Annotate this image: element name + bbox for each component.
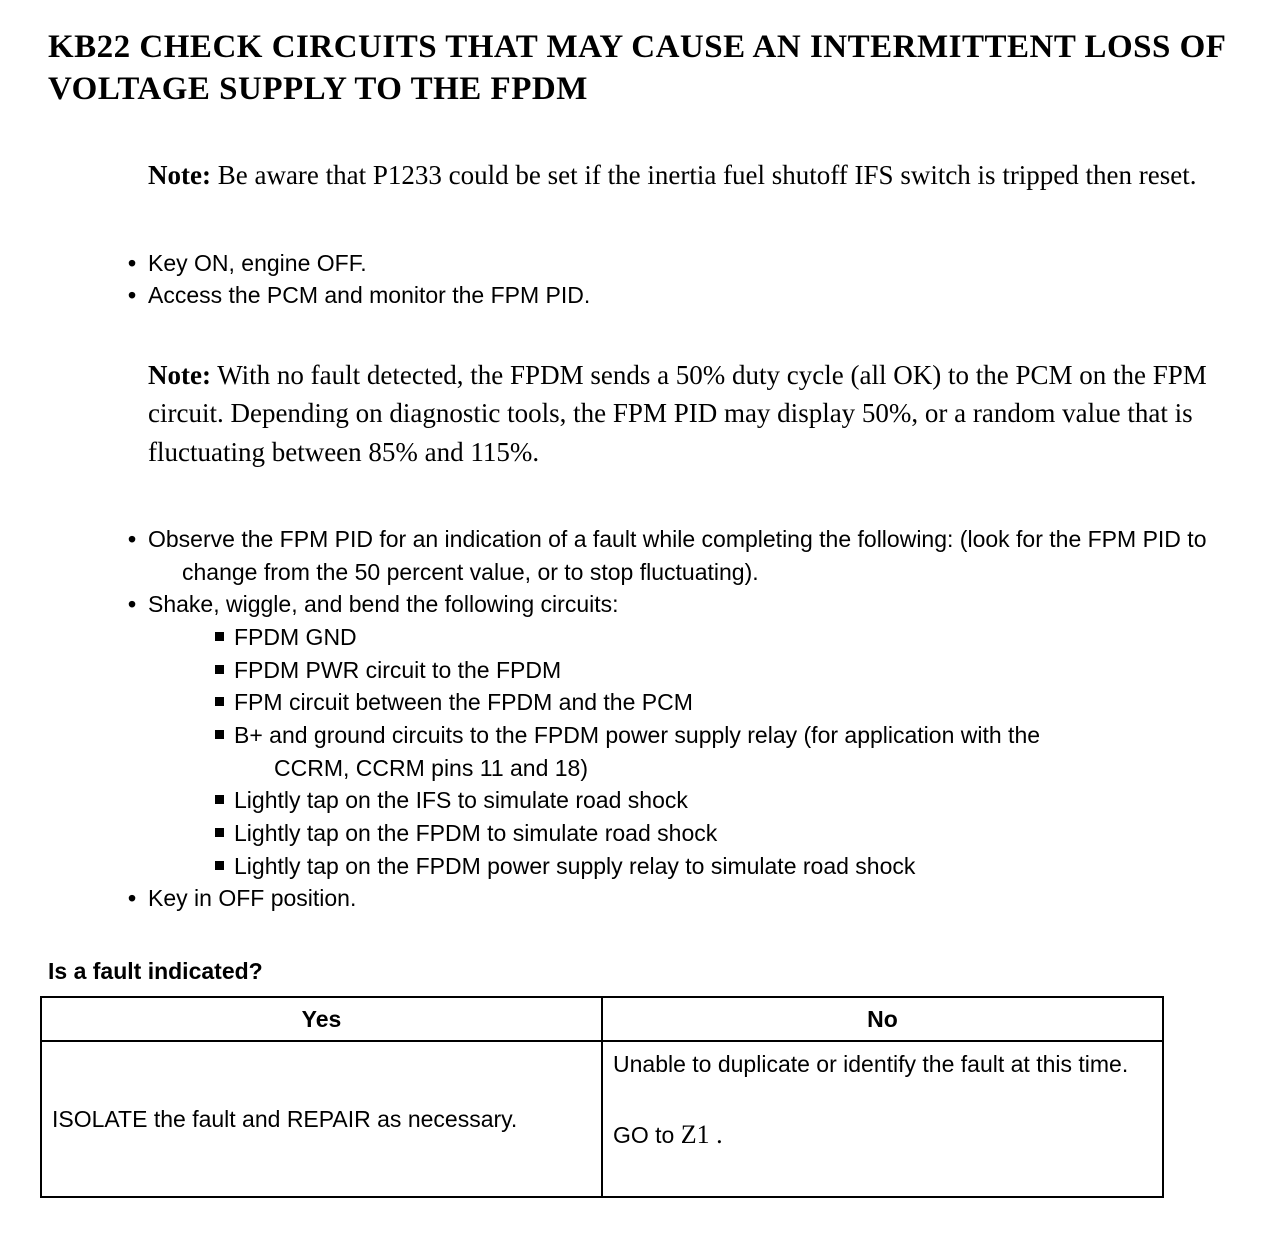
circuit-text: Lightly tap on the IFS to simulate road shock (234, 787, 688, 814)
step-text: Shake, wiggle, and bend the following circuits: (148, 591, 619, 618)
list-item (128, 882, 1232, 915)
bullet-icon (128, 247, 148, 280)
circuit-text: Lightly tap on the FPDM power supply relay to simulate road shock (234, 852, 916, 879)
circuit-text: FPDM GND (234, 624, 357, 651)
circuit-text: B+ and ground circuits to the FPDM power supply relay (for application with the CCRM, CCRM pins 11 and 18) (234, 722, 1041, 781)
list-item (128, 279, 1232, 312)
list-item (128, 247, 1232, 280)
note-2-text: With no fault detected, the FPDM sends a 50% duty cycle (all OK) to the PCM on the FPM circuit. Depending on diagnostic tools, the FPM PID may display 50%, or a random value that is fluctuating between 85% and 115%. (148, 360, 1207, 467)
list-item (215, 784, 1232, 817)
step-text: Access the PCM and monitor the FPM PID. (148, 282, 591, 309)
step-list-1 (48, 247, 1232, 312)
list-item (128, 588, 1232, 882)
spacer (48, 471, 1232, 523)
list-item (215, 719, 1232, 784)
list-item (215, 850, 1232, 883)
square-bullet-icon (215, 697, 224, 706)
step-text: Key in OFF position. (148, 885, 357, 912)
list-item (215, 817, 1232, 850)
table-header-row (41, 997, 1163, 1042)
page-title: KB22 CHECK CIRCUITS THAT MAY CAUSE AN INTERMITTENT LOSS OF VOLTAGE SUPPLY TO THE FPDM (48, 29, 1226, 108)
circuit-text: FPDM PWR circuit to the FPDM (234, 656, 562, 683)
note-1-label: Note: (148, 160, 211, 191)
circuit-text: Lightly tap on the FPDM to simulate road shock (234, 820, 718, 846)
list-item (215, 621, 1232, 654)
step-text: Observe the FPM PID for an indication of a fault while completing the following: (look for the FPM PID to change from the 50 percent value, or to stop fluctuating). (148, 526, 1207, 585)
bullet-icon (128, 588, 148, 621)
note-1-text: Be aware that P1233 could be set if the inertia fuel shutoff IFS switch is tripped then reset. (210, 160, 1197, 191)
note-2 (148, 356, 1218, 471)
note-2-label: Note: (148, 360, 211, 391)
result-table-body (41, 1041, 1163, 1197)
list-item (215, 654, 1232, 687)
step-list-2 (48, 523, 1232, 915)
question-heading: Is a fault indicated? (48, 957, 263, 984)
z1-reference: Z1 . (680, 1119, 723, 1149)
square-bullet-icon (215, 730, 224, 739)
note-1 (148, 156, 1218, 194)
bullet-icon (128, 882, 148, 915)
list-item (215, 686, 1232, 719)
step-text: Key ON, engine OFF. (148, 249, 367, 276)
yes-result-cell (41, 1041, 602, 1197)
yes-action-text: ISOLATE the fault and REPAIR as necessary. (52, 1105, 518, 1132)
no-result-cell (602, 1041, 1163, 1197)
no-action-text (613, 1117, 1152, 1154)
square-bullet-icon (215, 828, 224, 837)
square-bullet-icon (215, 861, 224, 870)
table-row (41, 1041, 1163, 1197)
step-row (128, 588, 1232, 621)
bullet-icon (128, 523, 148, 556)
circuit-list (128, 621, 1232, 882)
list-item (128, 523, 1232, 588)
go-to-label: GO to (613, 1121, 681, 1148)
circuit-text: FPM circuit between the FPDM and the PCM (234, 689, 693, 716)
square-bullet-icon (215, 665, 224, 674)
square-bullet-icon (215, 795, 224, 804)
no-column-header: No (602, 997, 1163, 1042)
result-table-head (41, 997, 1163, 1042)
square-bullet-icon (215, 632, 224, 641)
bullet-icon (128, 279, 148, 312)
yes-column-header: Yes (41, 997, 602, 1042)
no-result-text: Unable to duplicate or identify the fault at this time. (613, 1051, 1129, 1078)
spacer (48, 312, 1232, 356)
spacer (48, 195, 1232, 247)
result-table (40, 996, 1164, 1199)
